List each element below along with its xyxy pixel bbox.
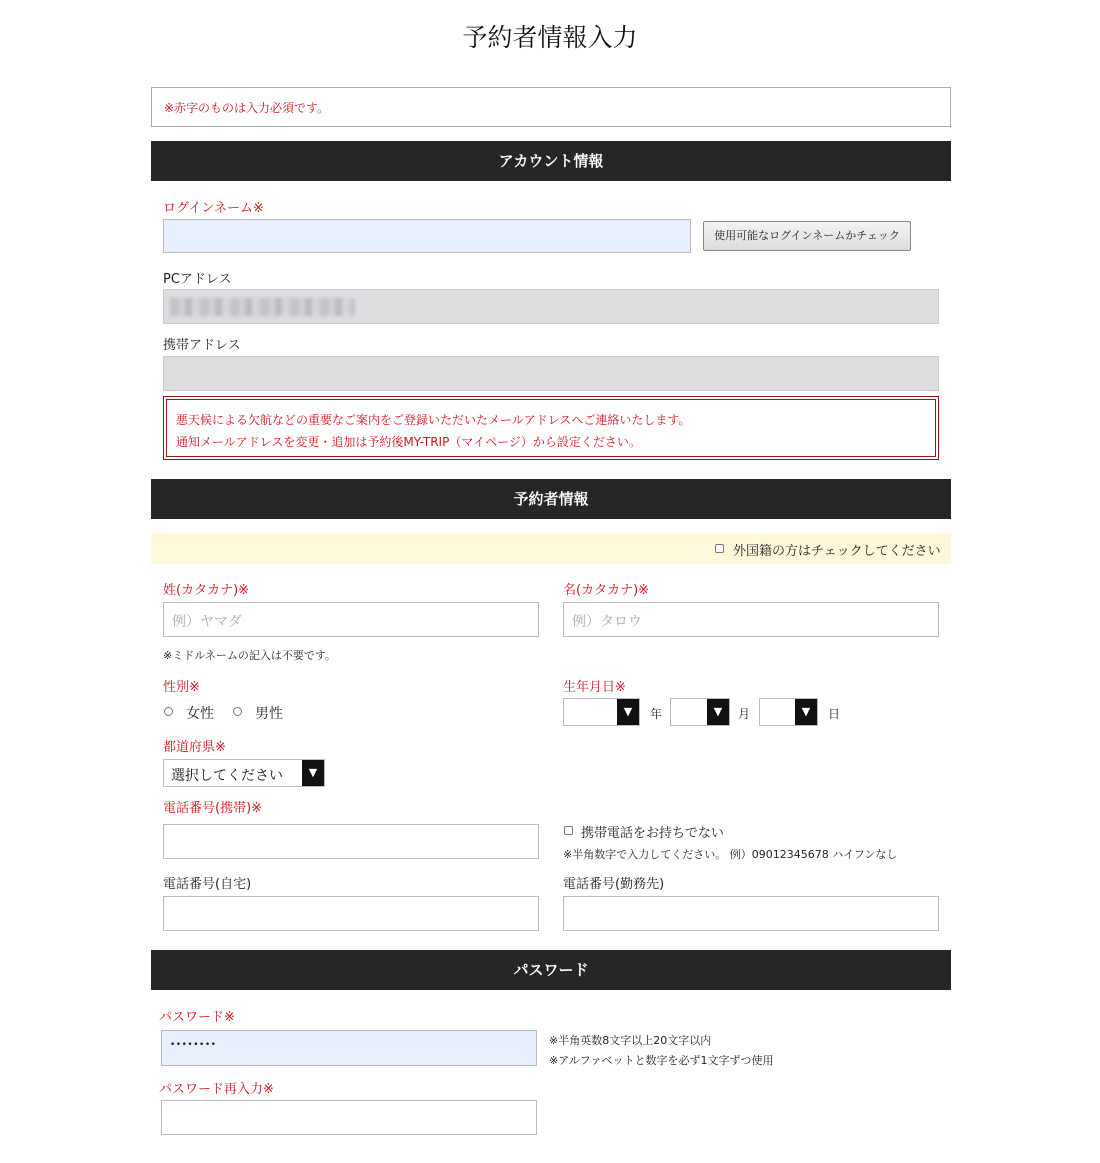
month-unit: 月 <box>738 707 751 721</box>
chevron-down-icon: ▼ <box>707 699 729 725</box>
mobile-address-field <box>163 356 939 391</box>
sei-placeholder: 例）ヤマダ <box>172 614 242 630</box>
work-phone-input[interactable] <box>563 896 939 931</box>
work-phone-label: 電話番号(勤務先) <box>563 877 665 892</box>
check-login-name-button[interactable]: 使用可能なログインネームかチェック <box>703 221 911 251</box>
gender-female-label: 女性 <box>186 706 214 722</box>
foreign-nationality-checkbox[interactable] <box>715 544 724 553</box>
password-label: パスワード※ <box>159 1010 235 1025</box>
birthdate-label: 生年月日※ <box>563 680 626 695</box>
mei-label: 名(カタカナ)※ <box>563 583 650 598</box>
mei-placeholder: 例）タロウ <box>572 614 642 630</box>
gender-male-label: 男性 <box>255 706 283 722</box>
mobile-phone-input[interactable] <box>163 824 539 859</box>
birth-month-select[interactable] <box>670 698 730 726</box>
mobile-phone-label: 電話番号(携帯)※ <box>163 801 263 816</box>
warning-line-2: 通知メールアドレスを変更・追加は予約後MY-TRIP（マイページ）から設定ください。 <box>176 435 641 449</box>
booker-section-header: 予約者情報 <box>151 479 951 519</box>
home-phone-input[interactable] <box>163 896 539 931</box>
password-input[interactable]: •••••••• <box>161 1030 537 1066</box>
pc-address-label: PCアドレス <box>163 272 232 287</box>
password-section-header: パスワード <box>151 950 951 990</box>
page-title: 予約者情報入力 <box>462 23 638 52</box>
gender-female-radio[interactable] <box>164 707 173 716</box>
prefecture-selected-value: 選択してください <box>171 768 283 784</box>
warning-line-1: 悪天候による欠航などの重要なご案内をご登録いただいたメールアドレスへご連絡いたします。 <box>176 413 691 427</box>
no-mobile-checkbox[interactable] <box>564 826 573 835</box>
phone-format-note: ※半角数字で入力してください。 例）09012345678 ハイフンなし <box>563 848 898 861</box>
pc-address-blurred-value <box>170 298 355 316</box>
password-confirm-label: パスワード再入力※ <box>159 1082 274 1097</box>
prefecture-label: 都道府県※ <box>163 740 226 755</box>
password-rule-1: ※半角英数8文字以上20文字以内 <box>549 1034 712 1047</box>
no-mobile-label: 携帯電話をお持ちでない <box>581 826 724 841</box>
chevron-down-icon: ▼ <box>795 699 817 725</box>
account-section-header: アカウント情報 <box>151 141 951 181</box>
login-name-input[interactable] <box>163 219 691 253</box>
required-notice: ※赤字のものは入力必須です。 <box>151 87 951 127</box>
password-rule-2: ※アルファベットと数字を必ず1文字ずつ使用 <box>549 1054 774 1067</box>
year-unit: 年 <box>650 707 663 721</box>
home-phone-label: 電話番号(自宅) <box>163 877 252 892</box>
password-confirm-input[interactable] <box>161 1100 537 1135</box>
gender-label: 性別※ <box>163 680 200 695</box>
login-name-label: ログインネーム※ <box>163 201 264 216</box>
prefecture-select[interactable] <box>163 759 325 787</box>
email-warning-box <box>163 396 939 460</box>
birth-year-select[interactable] <box>563 698 640 726</box>
chevron-down-icon: ▼ <box>617 699 639 725</box>
chevron-down-icon: ▼ <box>302 760 324 786</box>
mobile-address-label: 携帯アドレス <box>163 338 241 353</box>
sei-input[interactable] <box>163 602 539 637</box>
gender-male-radio[interactable] <box>233 707 242 716</box>
mei-input[interactable] <box>563 602 939 637</box>
birth-day-select[interactable] <box>759 698 818 726</box>
sei-label: 姓(カタカナ)※ <box>163 583 250 598</box>
day-unit: 日 <box>828 707 841 721</box>
foreign-nationality-label: 外国籍の方はチェックしてください <box>733 544 941 559</box>
middle-name-note: ※ミドルネームの記入は不要です。 <box>163 649 337 662</box>
